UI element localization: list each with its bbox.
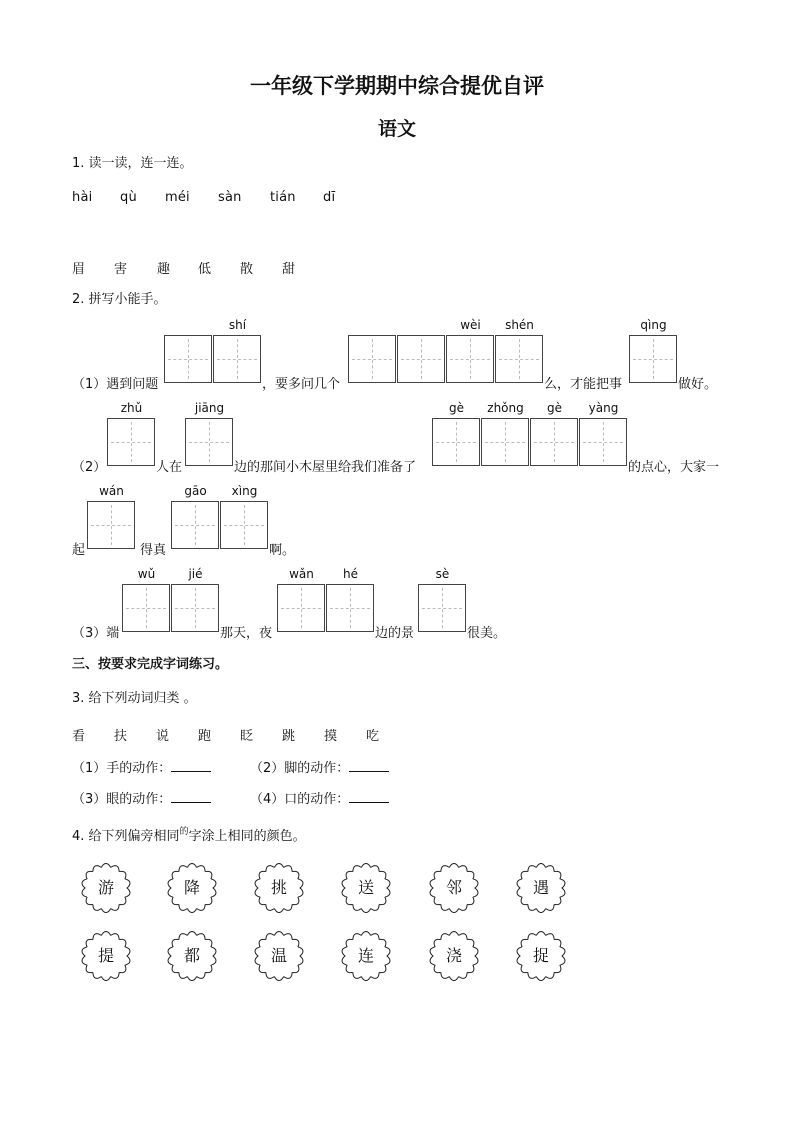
section-3-heading: 三、按要求完成字词练习。: [72, 657, 229, 672]
writing-box[interactable]: [164, 335, 212, 383]
q1-pinyin-4: sàn: [218, 190, 242, 205]
writing-box[interactable]: [171, 584, 219, 632]
writing-box[interactable]: [87, 501, 135, 549]
answer-blank[interactable]: [171, 759, 211, 772]
s2b-text-2: 得真: [140, 543, 167, 558]
q3-word-8: 吃: [366, 729, 380, 744]
flower-character[interactable]: [515, 862, 567, 914]
q1-hanzi-5: 散: [240, 262, 254, 277]
writing-box[interactable]: [418, 584, 466, 632]
s3-pinyin-wu: wǔ: [137, 567, 156, 581]
flower-character[interactable]: [80, 862, 132, 914]
flower-character[interactable]: [428, 930, 480, 982]
question-4-prompt: [72, 825, 306, 844]
writing-box[interactable]: [579, 418, 627, 466]
q1-hanzi-6: 甜: [282, 262, 296, 277]
q1-hanzi-2: 害: [114, 262, 128, 277]
answer-blank[interactable]: [171, 790, 211, 803]
flower-character[interactable]: [80, 930, 132, 982]
s2b-text-1: 起: [72, 543, 86, 558]
q1-pinyin-6: dī: [323, 190, 336, 205]
q1-hanzi-4: 低: [198, 262, 212, 277]
flower-character-label: 连: [357, 946, 374, 965]
s2b-pinyin-xing: xìng: [231, 484, 258, 498]
flower-character-label: 遇: [532, 878, 549, 897]
writing-box[interactable]: [326, 584, 374, 632]
q3-item-eye-label: （3）眼的动作：: [72, 792, 172, 807]
s1-pinyin-shi: shí: [228, 318, 247, 332]
s2-pinyin-ge-1: gè: [449, 401, 464, 415]
flower-character-label: 提: [97, 946, 114, 965]
s2-pinyin-zhu: zhǔ: [120, 401, 143, 415]
page-subtitle: 语文: [377, 118, 416, 140]
flower-character-label: 游: [97, 878, 114, 897]
q4-prompt-a: 4. 给下列偏旁相同: [72, 829, 180, 844]
q1-hanzi-3: 趣: [157, 262, 171, 277]
s1-pinyin-shen: shén: [505, 318, 534, 332]
s2-pinyin-jiang: jiāng: [194, 401, 225, 415]
flower-character-label: 都: [183, 946, 200, 965]
q1-pinyin-5: tián: [270, 190, 296, 205]
writing-box[interactable]: [397, 335, 445, 383]
writing-box[interactable]: [171, 501, 219, 549]
question-1-prompt: 1. 读一读，连一连。: [72, 156, 193, 171]
s1-text-3: 么，才能把事: [544, 377, 623, 392]
s3-pinyin-jie: jié: [188, 567, 203, 581]
flower-character-label: 浇: [445, 946, 462, 965]
flower-character[interactable]: [515, 930, 567, 982]
writing-box[interactable]: [481, 418, 529, 466]
flower-character[interactable]: [428, 862, 480, 914]
q3-item-hand-label: （1）手的动作：: [72, 761, 172, 776]
writing-box[interactable]: [277, 584, 325, 632]
writing-box[interactable]: [432, 418, 480, 466]
q1-pinyin-2: qù: [120, 190, 137, 205]
q4-prompt-sup: 的: [179, 827, 189, 837]
s2b-pinyin-gao: gāo: [184, 484, 207, 498]
s2b-pinyin-wan: wán: [99, 484, 124, 498]
q1-pinyin-1: hài: [72, 190, 93, 205]
writing-box[interactable]: [107, 418, 155, 466]
q3-word-1: 看: [72, 729, 86, 744]
answer-blank[interactable]: [349, 759, 389, 772]
q3-word-4: 跑: [198, 729, 212, 744]
s2b-text-3: 啊。: [269, 543, 296, 558]
s3-pinyin-se: sè: [435, 567, 450, 581]
writing-box[interactable]: [185, 418, 233, 466]
q3-item-eye: [72, 788, 211, 807]
q4-prompt-b: 字涂上相同的颜色。: [188, 829, 306, 844]
page-title: 一年级下学期期中综合提优自评: [250, 73, 544, 98]
q3-item-mouth-label: （4）口的动作：: [250, 792, 350, 807]
s3-text-2: 那天，夜: [220, 626, 273, 641]
q3-word-7: 摸: [324, 729, 338, 744]
flower-character-label: 降: [183, 878, 200, 897]
q3-item-foot: [250, 757, 389, 776]
question-2-prompt: 2. 拼写小能手。: [72, 292, 167, 307]
s3-text-4: 很美。: [467, 626, 507, 641]
writing-box[interactable]: [495, 335, 543, 383]
flower-character-label: 送: [357, 878, 374, 897]
q3-word-2: 扶: [114, 729, 128, 744]
s2-pinyin-ge-2: gè: [547, 401, 562, 415]
s2-text-4: 的点心，大家一: [628, 460, 720, 475]
flower-character-label: 邻: [445, 878, 462, 897]
s1-pinyin-wei: wèi: [460, 318, 481, 332]
flower-character-label: 温: [270, 946, 287, 965]
s2-text-3: 边的那间小木屋里给我们准备了: [234, 460, 417, 475]
q1-pinyin-3: méi: [165, 190, 190, 205]
q3-item-foot-label: （2）脚的动作：: [250, 761, 350, 776]
s3-pinyin-wan: wǎn: [289, 567, 314, 581]
flower-character-label: 挑: [270, 878, 287, 897]
flower-character[interactable]: [253, 862, 305, 914]
answer-blank[interactable]: [349, 790, 389, 803]
s3-text-3: 边的景: [375, 626, 415, 641]
s2-text-1: （2）: [72, 460, 107, 475]
writing-box[interactable]: [530, 418, 578, 466]
flower-character[interactable]: [253, 930, 305, 982]
flower-character[interactable]: [166, 930, 218, 982]
q3-item-hand: [72, 757, 211, 776]
writing-box[interactable]: [446, 335, 494, 383]
s2-text-2: 人在: [156, 460, 183, 475]
s2-pinyin-yang: yàng: [588, 401, 619, 415]
q3-word-3: 说: [156, 729, 170, 744]
s2-pinyin-zhong: zhǒng: [487, 401, 524, 415]
q1-hanzi-1: 眉: [72, 262, 86, 277]
writing-box[interactable]: [122, 584, 170, 632]
q3-word-5: 眨: [240, 729, 254, 744]
q3-item-mouth: [250, 788, 389, 807]
question-3-prompt: 3. 给下列动词归类 。: [72, 691, 197, 706]
flower-character[interactable]: [340, 930, 392, 982]
s3-text-1: （3）端: [72, 626, 120, 641]
s1-text-4: 做好。: [678, 377, 718, 392]
s3-pinyin-he: hé: [343, 567, 358, 581]
writing-box[interactable]: [220, 501, 268, 549]
q3-word-6: 跳: [282, 729, 296, 744]
s1-text-2: ，要多问几个: [262, 377, 341, 392]
writing-box[interactable]: [348, 335, 396, 383]
flower-character-label: 捉: [532, 946, 549, 965]
s1-text-1: （1）遇到问题: [72, 377, 159, 392]
flower-character[interactable]: [340, 862, 392, 914]
flower-character[interactable]: [166, 862, 218, 914]
writing-box[interactable]: [629, 335, 677, 383]
s1-pinyin-qing: qìng: [640, 318, 667, 332]
writing-box[interactable]: [213, 335, 261, 383]
